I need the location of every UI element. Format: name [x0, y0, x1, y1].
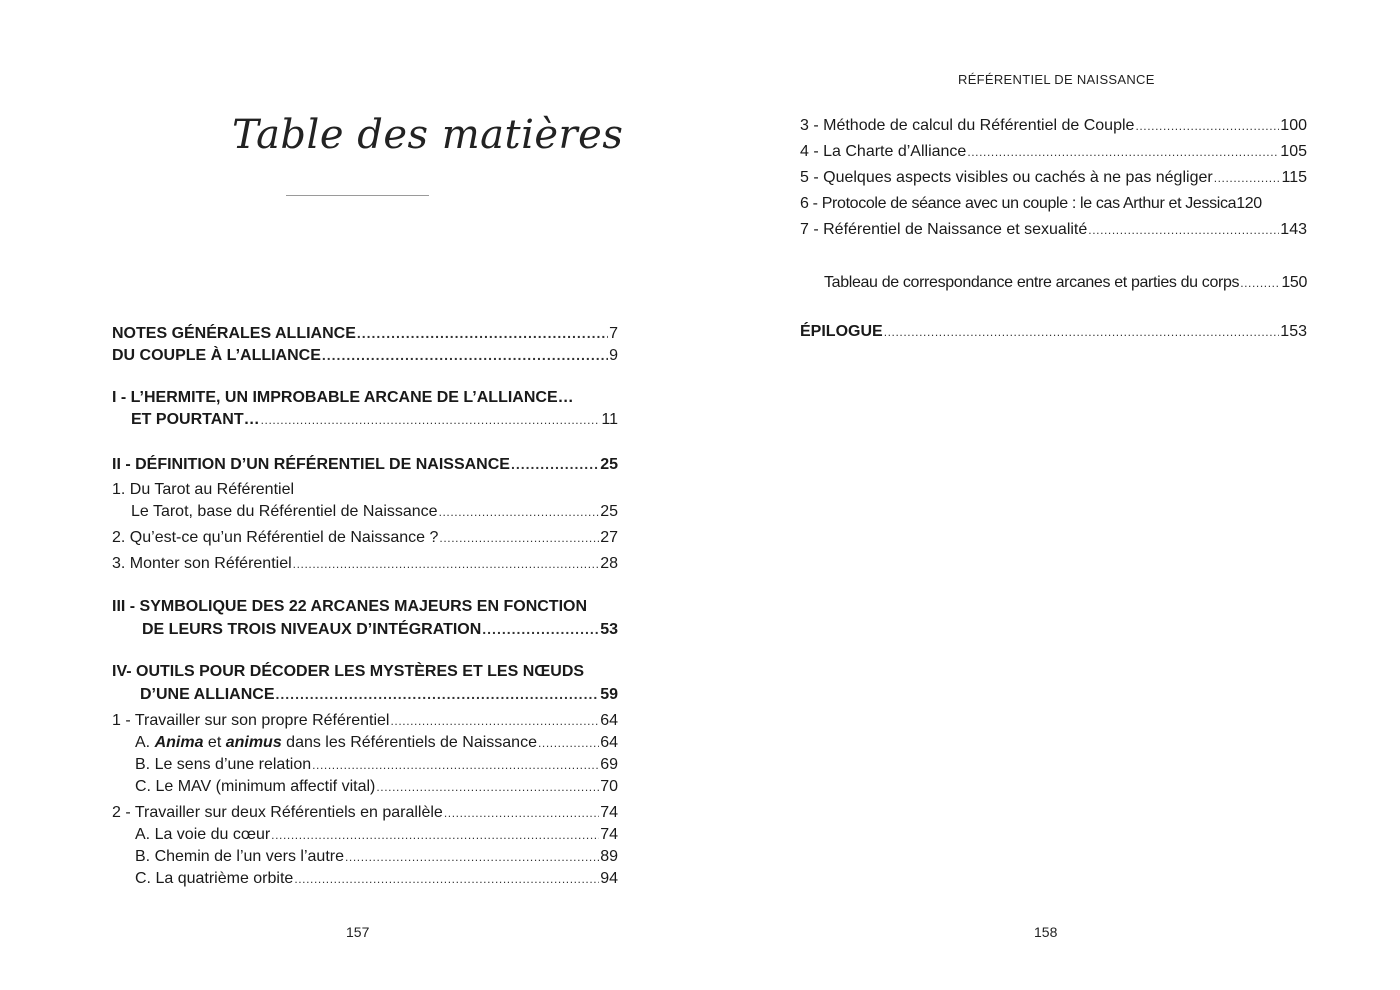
- toc-entry-epilogue[interactable]: [800, 322, 1307, 342]
- toc-entry-label: 2 - Travailler sur deux Référentiels en parallèle: [112, 804, 443, 821]
- toc-entry-label: Le Tarot, base du Référentiel de Naissance: [131, 503, 438, 520]
- toc-entry-definition[interactable]: [112, 454, 618, 475]
- toc-entry-tarot-line1[interactable]: 1. Du Tarot au Référentiel: [112, 481, 295, 498]
- toc-entry-page: 28: [600, 555, 618, 572]
- toc-entry-protocole[interactable]: [800, 194, 1307, 214]
- toc-entry-label: ET POURTANT…: [131, 411, 260, 428]
- toc-entry-label: 1 - Travailler sur son propre Référentiel: [112, 712, 390, 729]
- toc-entry-label: 7 - Référentiel de Naissance et sexualité: [800, 221, 1088, 238]
- toc-entry-methode[interactable]: [800, 116, 1307, 136]
- leader-dots: [511, 454, 599, 474]
- leader-dots: [357, 323, 608, 343]
- toc-entry-label: 6 - Protocole de séance avec un couple : le cas Arthur et Jessica: [800, 195, 1237, 212]
- toc-entry-orbite[interactable]: [135, 869, 618, 889]
- leader-dots: [276, 684, 600, 704]
- toc-entry-page: 64: [600, 712, 618, 729]
- toc-entry-notes[interactable]: [112, 323, 618, 344]
- toc-entry-tarot[interactable]: [131, 502, 618, 522]
- toc-entry-page: 153: [1280, 323, 1307, 340]
- leader-dots: [293, 554, 600, 574]
- toc-entry-page: 94: [600, 870, 618, 887]
- toc-entry-label: C. La quatrième orbite: [135, 870, 294, 887]
- toc-entry-label: 4 - La Charte d’Alliance: [800, 143, 967, 160]
- toc-entry-page: 115: [1281, 169, 1307, 186]
- leader-dots: [376, 777, 599, 797]
- anima-suffix: dans les Référentiels de Naissance: [281, 734, 537, 751]
- toc-entry-symbolique-line1[interactable]: III - SYMBOLIQUE DES 22 ARCANES MAJEURS EN FONCTION: [112, 598, 588, 615]
- toc-entry-aspects[interactable]: [800, 168, 1307, 188]
- toc-entry-label: A. La voie du cœur: [135, 826, 271, 843]
- toc-entry-page: 59: [600, 686, 618, 703]
- leader-dots: [538, 733, 599, 753]
- leader-dots: [322, 345, 608, 365]
- leader-dots: [444, 803, 599, 823]
- toc-entry-quest[interactable]: [112, 528, 618, 548]
- leader-dots: [439, 528, 599, 548]
- toc-entry-page: 11: [601, 411, 618, 428]
- toc-entry-page: 27: [600, 529, 618, 546]
- toc-entry-page: 53: [600, 621, 618, 638]
- toc-entry-page: 25: [600, 456, 618, 473]
- page-number: 158: [1034, 924, 1058, 940]
- toc-entry-page: 74: [600, 826, 618, 843]
- leader-dots: [1240, 273, 1280, 293]
- toc-entry-sexualite[interactable]: [800, 220, 1307, 240]
- toc-entry-page: 25: [600, 503, 618, 520]
- toc-entry-label: 2. Qu’est-ce qu’un Référentiel de Naissance ?: [112, 529, 439, 546]
- toc-entry-page: 105: [1280, 143, 1307, 160]
- toc-entry-label: DU COUPLE À L’ALLIANCE: [112, 347, 321, 364]
- toc-entry-page: 64: [600, 734, 618, 751]
- page-title: Table des matières: [232, 112, 624, 158]
- leader-dots: [967, 142, 1279, 162]
- toc-entry-label: ÉPILOGUE: [800, 323, 883, 340]
- leader-dots: [390, 711, 599, 731]
- leader-dots: [1214, 168, 1281, 188]
- toc-entry-propre[interactable]: [112, 711, 618, 731]
- toc-entry-label: 5 - Quelques aspects visibles ou cachés à ne pas négliger: [800, 169, 1213, 186]
- toc-entry-hermite[interactable]: [131, 410, 618, 430]
- toc-entry-anima[interactable]: [135, 733, 618, 753]
- toc-entry-page: 9: [609, 347, 618, 364]
- toc-entry-label: B. Le sens d’une relation: [135, 756, 312, 773]
- running-header: RÉFÉRENTIEL DE NAISSANCE: [958, 72, 1155, 87]
- right-page: [700, 0, 1400, 990]
- toc-entry-symbolique[interactable]: [142, 619, 618, 640]
- toc-entry-label: DE LEURS TROIS NIVEAUX D’INTÉGRATION: [142, 621, 482, 638]
- toc-entry-page: 74: [600, 804, 618, 821]
- anima-et: et: [203, 734, 226, 751]
- toc-entry-page: 70: [600, 778, 618, 795]
- toc-entry-charte[interactable]: [800, 142, 1307, 162]
- leader-dots: [482, 619, 599, 639]
- toc-entry-mav[interactable]: [135, 777, 618, 797]
- toc-entry-label: Tableau de correspondance entre arcanes et parties du corps: [824, 274, 1240, 291]
- toc-entry-page: 150: [1281, 274, 1307, 291]
- leader-dots: [271, 825, 599, 845]
- toc-entry-monter[interactable]: [112, 554, 618, 574]
- toc-entry-outils[interactable]: [140, 684, 618, 705]
- leader-dots: [345, 847, 599, 867]
- toc-entry-page: 69: [600, 756, 618, 773]
- toc-entry-hermite-line1[interactable]: I - L’HERMITE, UN IMPROBABLE ARCANE DE L’ALLIANCE…: [112, 389, 574, 406]
- toc-entry-label: C. Le MAV (minimum affectif vital): [135, 778, 376, 795]
- toc-entry-page: 100: [1280, 117, 1307, 134]
- toc-entry-page: 7: [609, 325, 618, 342]
- toc-entry-label: D’UNE ALLIANCE: [140, 686, 275, 703]
- toc-entry-deux[interactable]: [112, 803, 618, 823]
- toc-entry-chemin[interactable]: [135, 847, 618, 867]
- toc-entry-label: II - DÉFINITION D’UN RÉFÉRENTIEL DE NAISSANCE: [112, 456, 510, 473]
- toc-entry-tableau[interactable]: [824, 273, 1307, 293]
- toc-entry-page: 89: [600, 848, 618, 865]
- toc-entry-label: [135, 733, 537, 753]
- anima-prefix: A.: [135, 734, 155, 751]
- anima-word: Anima: [154, 734, 204, 751]
- toc-entry-label: B. Chemin de l’un vers l’autre: [135, 848, 344, 865]
- leader-dots: [439, 502, 600, 522]
- page-number: 157: [346, 924, 370, 940]
- toc-entry-outils-line1[interactable]: IV- OUTILS POUR DÉCODER LES MYSTÈRES ET LES NŒUDS: [112, 663, 585, 680]
- toc-entry-page: 120: [1236, 195, 1262, 212]
- leader-dots: [884, 322, 1280, 342]
- leader-dots: [294, 869, 599, 889]
- toc-entry-label: 3. Monter son Référentiel: [112, 555, 292, 572]
- toc-entry-page: 143: [1280, 221, 1307, 238]
- leader-dots: [1135, 116, 1279, 136]
- leader-dots: [1088, 220, 1279, 240]
- toc-entry-couple[interactable]: [112, 345, 618, 366]
- leader-dots: [261, 410, 601, 430]
- toc-entry-label: 3 - Méthode de calcul du Référentiel de Couple: [800, 117, 1135, 134]
- animus-word: animus: [225, 734, 282, 751]
- toc-entry-voie[interactable]: [135, 825, 618, 845]
- toc-entry-label: NOTES GÉNÉRALES ALLIANCE: [112, 325, 356, 342]
- title-divider: [286, 195, 429, 196]
- toc-entry-sens[interactable]: [135, 755, 618, 775]
- leader-dots: [312, 755, 599, 775]
